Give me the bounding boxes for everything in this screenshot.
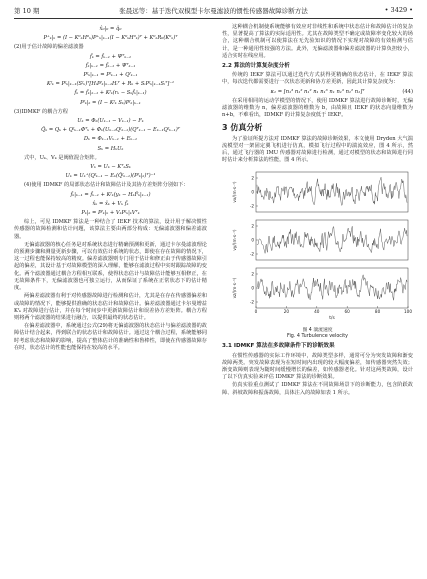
subsection-label: (3)IDMKF 的耦合方程 xyxy=(14,108,68,115)
x-tick-label: 100 xyxy=(404,309,412,315)
equation xyxy=(222,89,413,96)
y-tick-label: 0 xyxy=(251,237,254,243)
plot-frame xyxy=(256,268,408,308)
equation: f̂ₖ = f̂ₖ|ₖ₋₁ + Kᶠₖ(rₖ − Sₖf̂ₖ|ₖ₋₁) xyxy=(74,90,147,97)
y-axis-label: vx/(m·s⁻¹) xyxy=(232,181,237,204)
equation-number: (44) xyxy=(402,88,413,95)
x-tick-label: 20 xyxy=(283,309,290,315)
turbulence-plot xyxy=(222,168,413,326)
x-tick-label: 40 xyxy=(314,309,320,315)
turbulence-figure xyxy=(222,168,413,326)
y-tick-label: 0 xyxy=(251,189,254,195)
equation: f̂ₖ|ₖ₋₁ = f̂ₖ₋₁ + Kᶠₖ(yₖ − HₖF̂ₖ|ₖ₋₁) xyxy=(70,191,151,198)
paragraph: 在偏差滤波器中，系统通过公式(29)将无偏滤波器的状态估计与偏差滤波器的故障估计结合起来，得到联合的状态估计和故障估计。通过这个耦合过程，系统能够同时考虑状态和故障的影响，提高了整体估计的准确性和鲁棒性，即使在传感器故障存在时，状态估计的性能也能保持在较高的水平。 xyxy=(14,323,207,351)
y-tick-label: -2 xyxy=(249,299,254,305)
turbulence-trace xyxy=(257,178,407,206)
figure-caption-en: Fig. 4 Turbulence velocity xyxy=(287,334,348,340)
complexity-equation: κ₁ = [n₁³ n₁² n₁² n₁ n₁³ n₁ n₁³ n₁² n₁]ᵀ xyxy=(270,88,365,95)
plot-frame xyxy=(256,220,408,260)
y-axis-label: vy/(m·s⁻¹) xyxy=(232,229,237,252)
y-tick-label: -2 xyxy=(249,203,254,209)
paragraph: 无偏滤波器的核心任务是对系统状态进行精确预测和更新，通过卡尔曼滤波理论的预测步骤和测量更新步骤，可以有效估计系统的状态，即使在存在故障的情况下，这一过程也能保持较高的精度。偏差滤波器则专门用于估计和修正由于传感器故障引起的偏差，其设计基于对故障模型的深入理解，能够在滤波过程中实时跟踪故障的变化。两个滤波器通过耦合方程相互联系，使得状态估计与故障估计能够互相修正，在无故障条件下，无偏滤波器也可独立运行，从而保证了系统在正常状态下的估计精度。 xyxy=(14,241,207,292)
equation: x̂ₖ = x̂ₖ + Vₖ f̂ₖ xyxy=(92,200,129,207)
page-header xyxy=(14,6,413,18)
y-tick-label: 2 xyxy=(251,223,254,229)
equation: Uₖ = Φₖ(Uₖ₋₁ − Vₖ₋₁) − Fₖ xyxy=(77,118,144,125)
equation: x̂₀|₀ = q̂₀ xyxy=(99,26,122,32)
x-tick-label: 60 xyxy=(344,309,350,315)
paragraph: 传统的 IEKF 算法可以通过迭代方式获得更精确的状态估计，在 IEKF 算法中，每次迭代都需要进行一次状态更新和协方差更新，因此其计算复杂度为： xyxy=(222,72,413,86)
x-axis-label: t/s xyxy=(329,316,335,322)
paragraph: 为了验证所提方法对 IDMKF 算法的故障诊断效果，本文使用 Dryden 大气湍流模型对一架固定翼飞机进行仿真，模拟飞行过程中的湍流效应，图 4 所示，然后，通过飞行器的 IMU 传感器对故障进行检测，通过对模型的状态和故障进行同时估计来分析算法的性能，图 4 所示。 xyxy=(222,135,413,164)
y-tick-label: 2 xyxy=(251,175,254,181)
equation: Vₖ = Uₖ − KᵀₖSₖ xyxy=(90,164,131,171)
y-tick-label: -2 xyxy=(249,251,254,257)
right-column xyxy=(222,24,413,398)
equation: f̂ₖ|ₖ₋₁ = f̂ₖ₋₁ + Ψᵀₖ₋₁ xyxy=(85,62,136,69)
equation: Pᶠₖ|ₖ₋₁ = Pᶠₖ₋₁ + Qᶠₖ₋₁ xyxy=(83,72,138,79)
equation: Dₖ = Φₖ₋₁Vₖ₋₁ + Eₖ₋₁ xyxy=(83,136,138,143)
equation: P⁺ₖ|ₖ = (I − K⁰ₖH⁰ₖ)P⁺ₖ|ₖ₋₁(I − K⁰ₖH⁰ₖ)ᵀ + K⁰ₖR₀(K⁰ₖ)ᵀ xyxy=(43,35,178,42)
x-tick-label: 0 xyxy=(254,309,258,315)
paragraph: 在采用相同的运动学模型的情况下，使用 IDMKF 算法进行故障诊断时，无偏滤波器的维数为 n，偏差滤波器的维数为 b，由故障且 IEKF 的状态向量维数为 n+b，不难看出，IDMKF 的计算复杂度低于 IEKF。 xyxy=(222,97,413,119)
paragraph: (4)使用 IDMKF 的局部状态估计和故障估计及其协方差矩阵分别如下： xyxy=(24,182,189,189)
x-tick-label: 80 xyxy=(374,309,381,315)
paragraph: 仿真实验重点测试了 IDMKF 算法在不同故障场景下的诊断能力，包含阶跃故障、斜坡故障和振荡故障，具体注入的故障如表 1 所示。 xyxy=(222,382,413,396)
header-rule xyxy=(14,18,413,19)
section-heading: 3.1 IDMKF 算法在多故障条件下的诊断效果 xyxy=(222,343,335,350)
equation: Pₖ|ₖ = Pᶠₖ|ₖ + VₖPᶠₖ|ₖVᵀₖ xyxy=(81,210,140,217)
running-title: 张晨远等：基于迭代双模型卡尔曼滤波的惯性传感器故障诊断方法 xyxy=(119,7,308,15)
figure-caption-cn: 图 4 湍流速度 xyxy=(302,328,333,334)
paragraph: 综上，可见 IDMKF 算法是一种结合了 IEKF 技术的算法，设计用于解决惯性传感器的故障检测和估计问题，该算法主要由两部分构成：无偏滤波器和偏差滤波器。 xyxy=(14,219,207,240)
turbulence-trace xyxy=(257,275,407,300)
y-axis-label: vz/(m·s⁻¹) xyxy=(232,278,237,299)
equation: Q̂ₖ = Qₖ + Qᶠₖ₋₁Φᵀₖ + Φₖ(Uₖ₋₁Qᶠₖ₋₁)(Qᵀₖ₋₁ − Eₖ₋₁Qᶠₖ₋₁)ᵀ xyxy=(41,127,180,134)
paragraph: 式中，Uₖ、Vₖ 是阀值混合矩阵。 xyxy=(24,154,100,161)
equation: Kᶠₖ = Pᶠₖ|ₖ₋₁(Sᶠₖ)ᵀ[HᵢPᶠₖ|ₖ₋₁Hᵢᵀ + Rₖ + SᵢPᶠₖ|ₖ₋₁Sᵢᵀ]⁻¹ xyxy=(46,81,175,88)
issue-number: 第 10 期 xyxy=(14,7,40,15)
page-number: • 3429 • xyxy=(384,6,413,14)
equation: Uₖ = Uₖ⁺(Qᶠₖ₋₁ − Eₖ(Q̂ᶠₖ₋₁)(Pᶠₖ|ₖ)ᵀ)⁻¹ xyxy=(65,173,156,180)
y-tick-label: 0 xyxy=(251,285,254,291)
left-column xyxy=(14,24,207,353)
equation: f̂ₖ = f̂ₖ₋₁ + Ψᵀₖ₋₁ xyxy=(89,53,132,60)
paragraph: 两偏差滤波器有利于对传感器故障进行检测和估计，尤其是在存在传感器偏差和或故障的情况下，能够提供准确的状态估计和故障估计。偏差滤波器通过卡尔曼增益 Kᶠₖ 对故障进行估计，并在每个时间步中更新故障估计和误差协方差矩阵。耦合方程则将两个滤波器的结果进行融合，以提供最终的状态估计。 xyxy=(14,293,207,321)
section-heading: 2.2 算法的计算复杂度分析 xyxy=(222,63,290,70)
subsection-label: (2)用于估计故障的偏差滤波器 xyxy=(14,44,84,51)
equation: Sₖ = HₖUₖ xyxy=(97,145,124,152)
section-heading: 3 仿真分析 xyxy=(222,123,263,133)
turbulence-trace xyxy=(257,227,407,254)
paragraph: 这种耦合机制使系统能够有效应对非线性和系统中状态估计和故障估计的复杂性，显著提高了算法的实际适用性。尤其在故障类型不确定或故障率变化较大的场合，这种耦合机制可以使算法在无先验知识的情况下实现对故障的有效检测与估计，是一种通用性较强的方法。此外，无偏滤波器和偏差滤波器的计算负担较小，适合实时在线应用。 xyxy=(222,24,413,59)
equation: Pᶠₖ|ₖ = (I − Kᶠₖ Sₖ)Pᶠₖ|ₖ₋₁ xyxy=(80,99,141,106)
paragraph: 在惯性传感器的实际工作环境中，故障类型多样，通常可分为突发故障和渐变故障两类。突发故障表现为在短时间内出现的较大幅度偏差，如传感器突然失效；渐变故障则表现为随时间缓慢增长的偏差，如传感器老化。针对这两类故障，设计了以下仿真实验来评估 IDMKF 算法的诊断效果。 xyxy=(222,352,413,381)
y-tick-label: 2 xyxy=(251,271,254,277)
